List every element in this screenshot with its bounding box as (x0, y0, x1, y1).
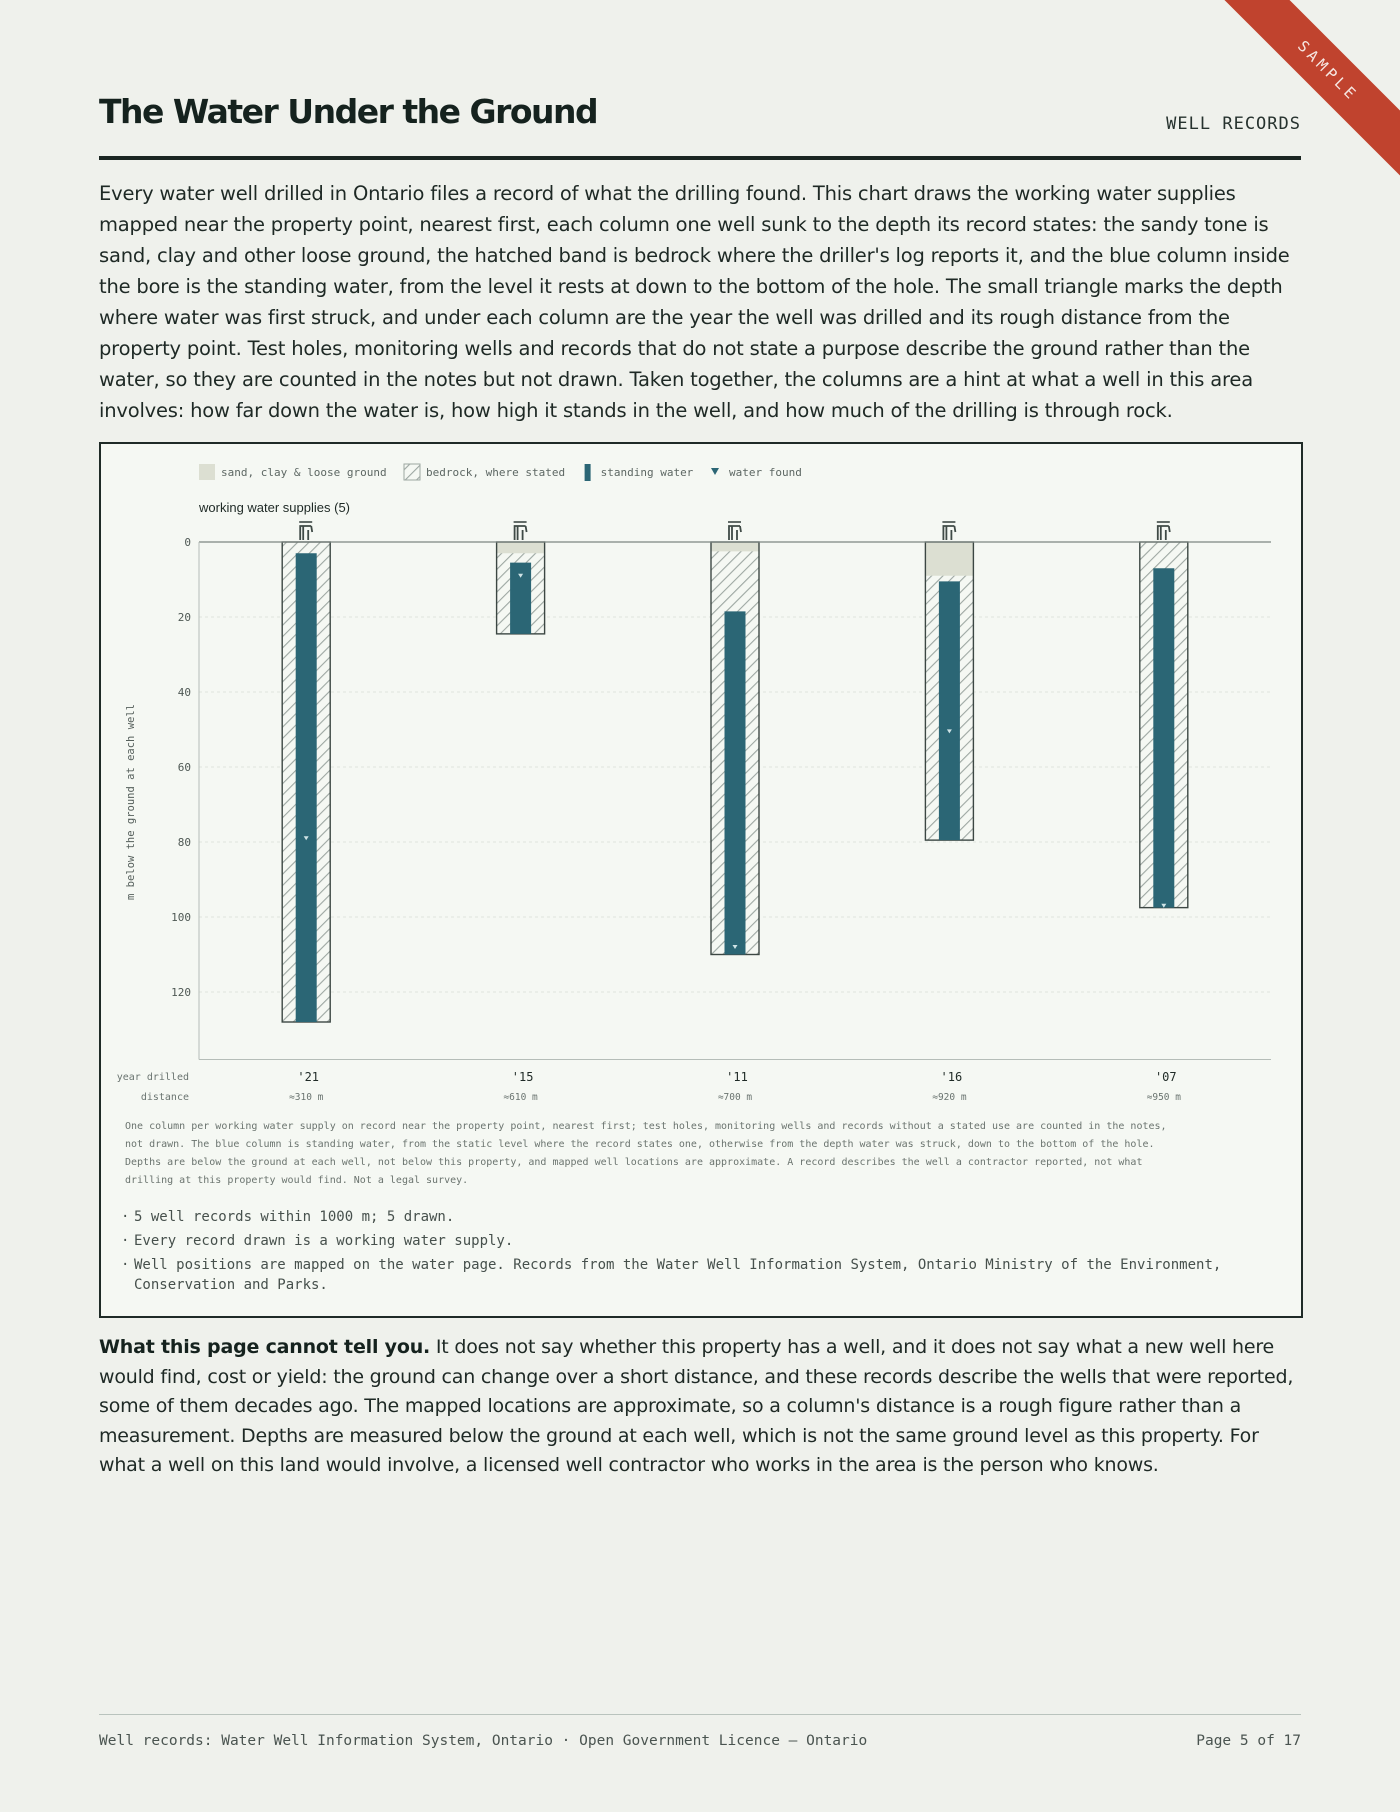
chart-legend (199, 464, 802, 481)
overburden-band (925, 542, 973, 576)
footer-source: Well records: Water Well Information System, Ontario · Open Government Licence – Ontario (99, 1733, 868, 1749)
fact-item: · Every record drawn is a working water supply. (119, 1231, 1289, 1251)
legend-label: standing water (600, 466, 694, 479)
fact-item: · 5 well records within 1000 m; 5 drawn. (119, 1207, 1289, 1227)
y-tick-label: 60 (177, 761, 191, 774)
facts-list (119, 1207, 1289, 1299)
distance-row-label: distance (140, 1092, 189, 1103)
y-tick-label: 40 (177, 686, 191, 699)
well-column (925, 522, 973, 840)
fact-item: · Well positions are mapped on the water page. Records from the Water Well Information System, Ontario Ministry of the Environment, Conservation and Parks. (119, 1255, 1289, 1295)
y-tick-label: 20 (177, 611, 191, 624)
standing-water (725, 611, 746, 954)
chart-note: One column per working water supply on record near the property point, nearest first; test holes, monitoring wells and records without a stated use are counted in the notes, not drawn. The blue column is standing water, from the static level where the record states one, otherwise from the depth water was struck, down to the bottom of the hole. Depths are below the ground at each well, not below this property, and mapped well locations are approximate. A record describes the well a contractor reported, not what drilling at this property would find. Not a legal survey. (125, 1121, 1167, 1186)
y-tick-label: 100 (171, 911, 191, 924)
water-found-triangle-icon (711, 468, 719, 475)
well-pump-icon (514, 522, 527, 540)
well-pump-icon (728, 522, 741, 540)
well-column (711, 522, 759, 955)
section-kicker: WELL RECORDS (1166, 114, 1301, 134)
sample-badge: SAMPLE (1220, 0, 1400, 179)
legend-swatch-overburden (199, 464, 215, 480)
well-pump-icon (942, 522, 955, 540)
well-column (497, 522, 545, 634)
caveat-lead: What this page cannot tell you. (99, 1336, 431, 1358)
year-label: '07 (1154, 1070, 1177, 1084)
caveat-paragraph (99, 1333, 1303, 1481)
overburden-band (711, 542, 759, 551)
distance-label: ≈700 m (717, 1092, 753, 1103)
y-axis-ticks (171, 536, 191, 999)
well-pump-icon (299, 522, 312, 540)
page-number: Page 5 of 17 (1196, 1733, 1301, 1749)
legend-swatch-bedrock (404, 464, 420, 480)
year-label: '15 (511, 1070, 534, 1084)
standing-water (296, 553, 317, 1022)
distance-label: ≈610 m (503, 1092, 538, 1103)
year-label: '16 (940, 1070, 963, 1084)
page-title: The Water Under the Ground (99, 92, 598, 131)
y-axis-label: m below the ground at each well (125, 704, 137, 900)
y-tick-label: 120 (171, 986, 191, 999)
page-footer (99, 1714, 1301, 1755)
y-tick-label: 80 (177, 836, 191, 849)
caveat-body: It does not say whether this property has a well, and it does not say what a new well here would find, cost or yield: the ground can change over a short distance, and these records describe the wells that were reported, some of them decades ago. The mapped locations are approximate, so a column's distance is a rough figure rather than a measurement. Depths are measured below the ground at each well, which is not the same ground level as this property. For what a well on this land would involve, a licensed well contractor who works in the area is the person who knows. (99, 1336, 1294, 1476)
legend-label: sand, clay & loose ground (221, 466, 387, 479)
intro-paragraph: Every water well drilled in Ontario files a record of what the drilling found. This chart draws the working water supplies mapped near the property point, nearest first, each column one well sunk to the depth its record states: the sandy tone is sand, clay and other loose ground, the hatched band is bedrock where the driller's log reports it, and the blue column inside the bore is the standing water, from the level it rests at down to the bottom of the hole. The small triangle marks the depth where water was first struck, and under each column are the year the well was drilled and its rough distance from the property point. Test holes, monitoring wells and records that do not state a purpose describe the ground rather than the water, so they are counted in the notes but not drawn. Taken together, the columns are a hint at what a well in this area involves: how far down the water is, how high it stands in the well, and how much of the drilling is through rock. (99, 182, 1290, 422)
year-row-label: year drilled (116, 1072, 189, 1083)
chart-title: working water supplies (5) (199, 500, 351, 515)
legend-label: water found (729, 466, 802, 479)
x-axis-labels (117, 1070, 1181, 1103)
distance-label: ≈950 m (1146, 1092, 1181, 1103)
distance-label: ≈310 m (289, 1092, 324, 1103)
y-tick-label: 0 (184, 536, 191, 549)
standing-water (510, 563, 531, 634)
overburden-band (497, 542, 545, 553)
well-column (282, 522, 330, 1022)
well-depth-chart (101, 444, 1301, 1104)
legend-label: bedrock, where stated (426, 466, 566, 479)
legend-swatch-water (585, 464, 591, 481)
well-column (1140, 522, 1188, 908)
well-chart-panel (99, 442, 1303, 1318)
distance-label: ≈920 m (932, 1092, 967, 1103)
standing-water (1153, 568, 1174, 907)
standing-water (939, 581, 960, 840)
year-label: '11 (726, 1070, 748, 1084)
well-columns (282, 522, 1188, 1022)
page-header (99, 92, 1301, 160)
well-pump-icon (1157, 522, 1170, 540)
year-label: '21 (297, 1070, 320, 1084)
